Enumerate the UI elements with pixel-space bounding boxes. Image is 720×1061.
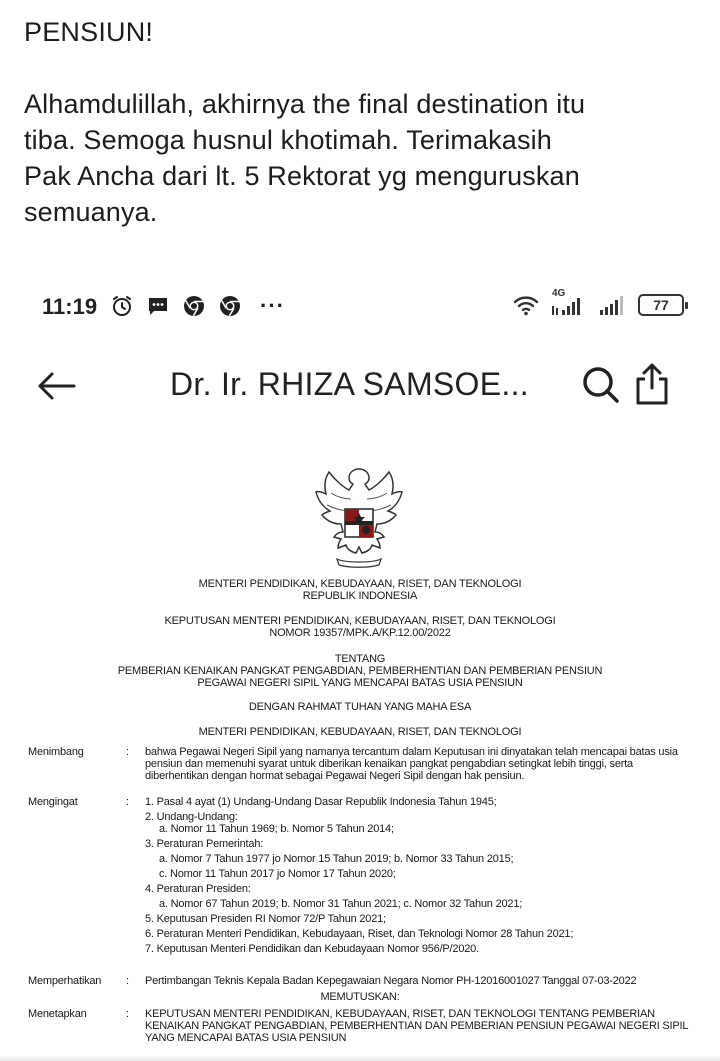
section-menimbang <box>0 746 720 782</box>
text-line: diberhentikan dengan hormat sebagai Pegawai Negeri Sipil dengan hak pensiun. <box>145 770 525 782</box>
status-system-icons <box>512 288 684 318</box>
list-item: 3. Peraturan Pemerintah: <box>145 838 264 850</box>
header-line: MENTERI PENDIDIKAN, KEBUDAYAAN, RISET, DAN TEKNOLOGI <box>198 578 522 590</box>
section-colon: : <box>126 1008 129 1020</box>
mengingat-list <box>145 796 705 955</box>
section-menetapkan <box>0 1008 720 1044</box>
text-line: bahwa Pegawai Negeri Sipil yang namanya tercantum dalam Keputusan ini dinyatakan telah mencapai batas usia <box>145 746 678 758</box>
text-line: KEPUTUSAN MENTERI PENDIDIKAN, KEBUDAYAAN, RISET, DAN TEKNOLOGI TENTANG PEMBERIAN <box>145 1008 655 1020</box>
network-type-label: 4G <box>552 288 566 299</box>
chrome-icon <box>218 294 242 318</box>
section-label: Menimbang <box>28 746 84 758</box>
decree-line: KEPUTUSAN MENTERI PENDIDIKAN, KEBUDAYAAN, RISET, DAN TEKNOLOGI <box>164 615 556 627</box>
post-title: PENSIUN! <box>24 17 154 47</box>
section-label: Mengingat <box>28 796 78 808</box>
subject-line: PEMBERIAN KENAIKAN PANGKAT PENGABDIAN, PEMBERHENTIAN DAN PEMBERIAN PENSIUN <box>117 665 603 677</box>
text-line: pensiun dan memenuhi syarat untuk diberikan kenaikan pangkat pengabdian setingkat lebih tinggi, serta <box>145 758 633 770</box>
document-title: Dr. Ir. RHIZA SAMSOE... <box>170 366 529 402</box>
page-bottom-edge <box>0 1055 720 1061</box>
section-label: Memperhatikan <box>28 975 102 987</box>
section-text: Pertimbangan Teknis Kepala Badan Kepegawaian Negara Nomor PH-12016001027 Tanggal 07-03-2022 <box>145 975 637 987</box>
list-item: 1. Pasal 4 ayat (1) Undang-Undang Dasar Republik Indonesia Tahun 1945; <box>145 796 497 808</box>
list-item: a. Nomor 11 Tahun 1969; b. Nomor 5 Tahun 2014; <box>159 823 394 835</box>
post-body-line: Alhamdulillah, akhirnya the final destination itu <box>24 89 586 119</box>
garuda-emblem-icon <box>307 463 411 575</box>
chrome-icon <box>182 294 206 318</box>
list-item: a. Nomor 7 Tahun 1977 jo Nomor 15 Tahun 2019; b. Nomor 33 Tahun 2015; <box>159 853 514 865</box>
document-header <box>0 578 720 602</box>
section-memperhatikan <box>0 975 720 987</box>
section-label: Menetapkan <box>28 1008 87 1020</box>
wifi-icon <box>512 293 540 317</box>
section-text <box>145 1008 700 1044</box>
decision-heading: MEMUTUSKAN: <box>320 991 400 1003</box>
message-icon <box>146 294 170 318</box>
post-body <box>24 86 704 230</box>
section-colon: : <box>126 746 129 758</box>
list-item: a. Nomor 67 Tahun 2019; b. Nomor 31 Tahun 2021; c. Nomor 32 Tahun 2021; <box>159 898 523 910</box>
battery-indicator: 77 <box>638 294 684 316</box>
search-icon[interactable] <box>580 364 622 406</box>
app-bar <box>0 358 720 414</box>
status-time: 11:19 <box>42 294 98 319</box>
status-bar <box>0 288 720 328</box>
post-caption <box>24 14 704 230</box>
status-notification-icons <box>110 294 285 318</box>
decree-title <box>0 615 720 639</box>
list-item: 6. Peraturan Menteri Pendidikan, Kebudayaan, Riset, dan Teknologi Nomor 28 Tahun 2021; <box>145 928 574 940</box>
decree-number: NOMOR 19357/MPK.A/KP.12.00/2022 <box>269 627 451 639</box>
signal-bars-icon <box>598 292 628 318</box>
section-text <box>145 746 700 782</box>
post-body-line: tiba. Semoga husnul khotimah. Terimakasih <box>24 125 552 155</box>
list-item: 7. Keputusan Menteri Pendidikan dan Kebudayaan Nomor 956/P/2020. <box>145 943 479 955</box>
decree-subject <box>0 653 720 689</box>
header-line: REPUBLIK INDONESIA <box>302 590 418 602</box>
text-line: YANG MENCAPAI BATAS USIA PENSIUN <box>145 1032 347 1044</box>
more-notifications-icon: ··· <box>260 293 285 318</box>
subject-line: PEGAWAI NEGERI SIPIL YANG MENCAPAI BATAS USIA PENSIUN <box>197 677 523 689</box>
post-body-line: Pak Ancha dari lt. 5 Rektorat yg menguruskan <box>24 161 580 191</box>
minister-title: MENTERI PENDIDIKAN, KEBUDAYAAN, RISET, DAN TEKNOLOGI <box>198 726 522 738</box>
cellular-signal-1 <box>550 288 588 318</box>
list-item: c. Nomor 11 Tahun 2017 jo Nomor 17 Tahun 2020; <box>159 868 396 880</box>
alarm-icon <box>110 294 134 318</box>
text-line: KENAIKAN PANGKAT PENGABDIAN, PEMBERHENTIAN DAN PEMBERIAN PENSIUN PEGAWAI NEGERI SIPIL <box>145 1020 689 1032</box>
post-body-line: semuanya. <box>24 197 158 227</box>
list-item: 5. Keputusan Presiden RI Nomor 72/P Tahun 2021; <box>145 913 386 925</box>
share-icon[interactable] <box>632 362 672 406</box>
list-item: 2. Undang-Undang: <box>145 811 238 823</box>
subject-line: TENTANG <box>334 653 386 665</box>
section-colon: : <box>126 975 129 987</box>
list-item: 4. Peraturan Presiden: <box>145 883 251 895</box>
section-colon: : <box>126 796 129 808</box>
back-arrow-icon[interactable] <box>34 366 78 406</box>
document-page[interactable] <box>0 455 720 1061</box>
grace-statement: DENGAN RAHMAT TUHAN YANG MAHA ESA <box>248 701 472 713</box>
